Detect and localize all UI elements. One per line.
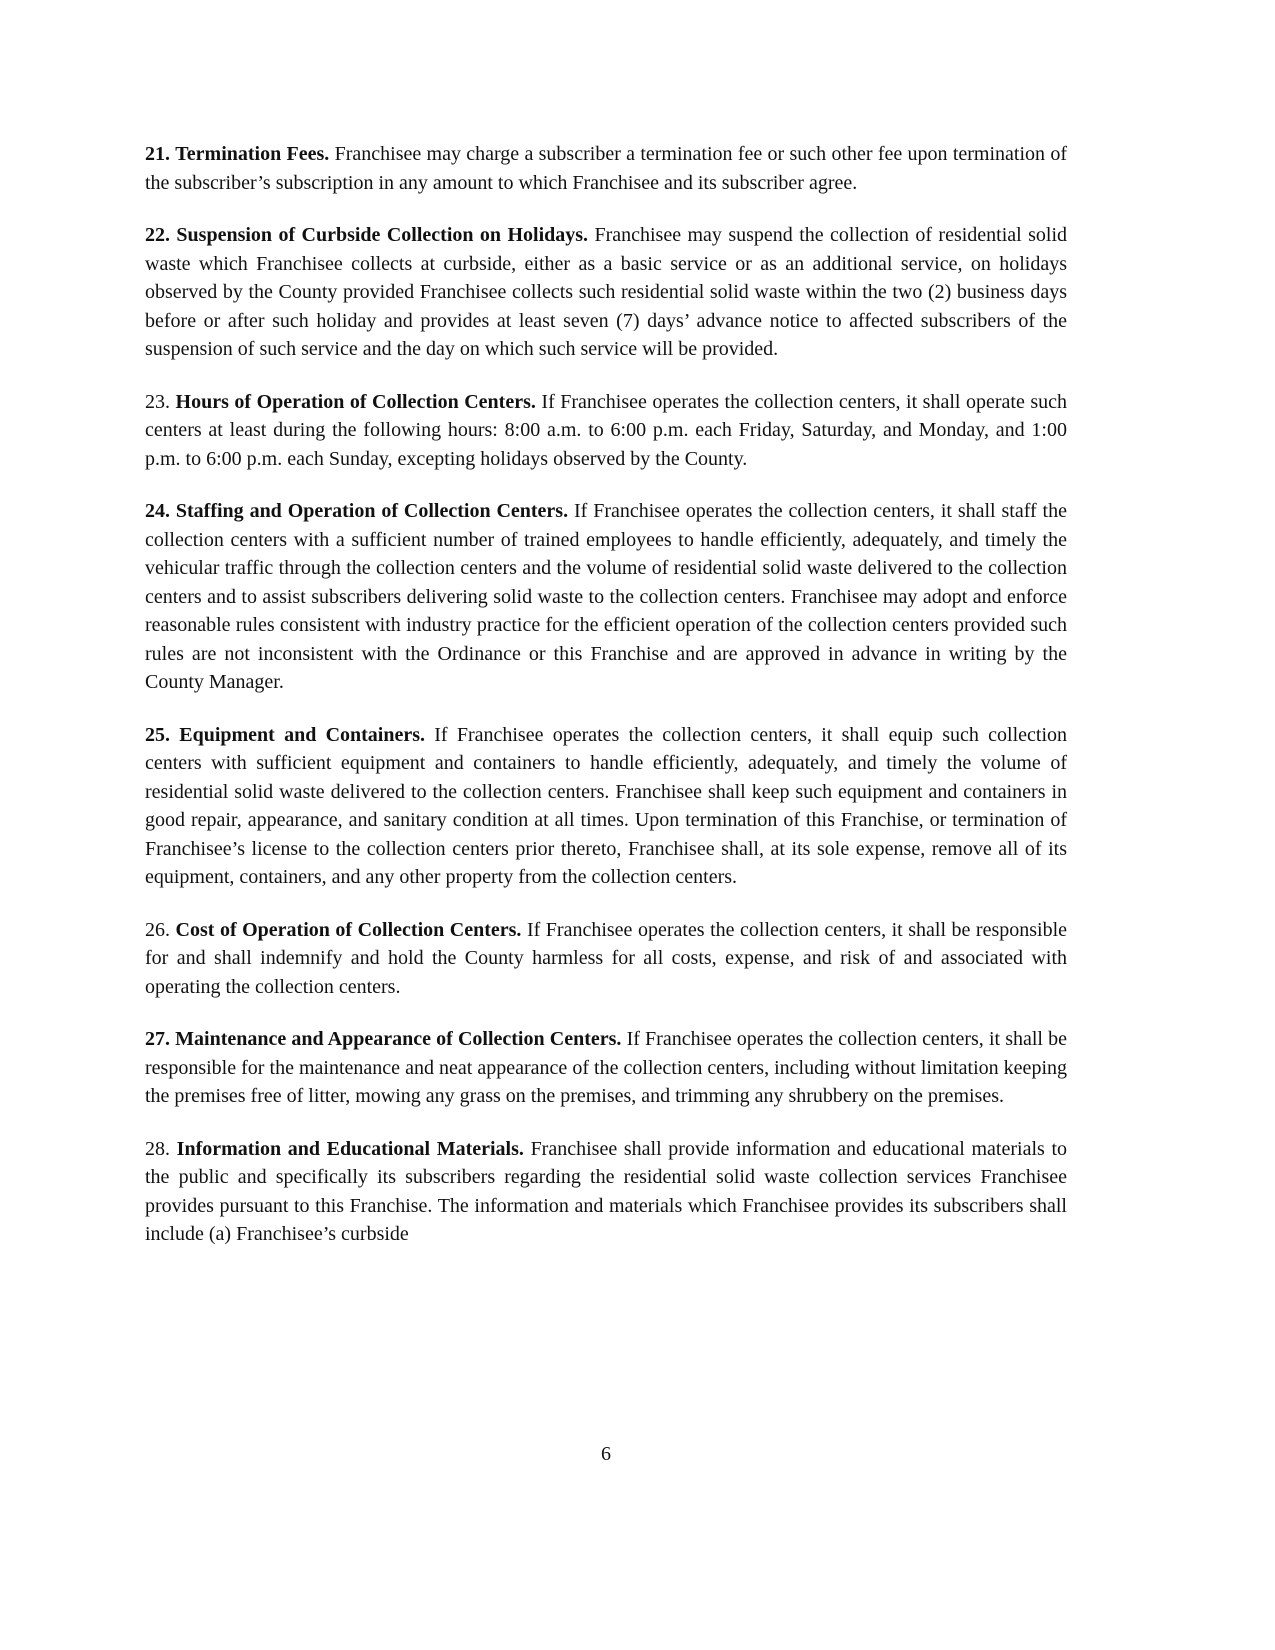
section-number: 24.: [145, 500, 170, 522]
section-body: Franchisee shall provide information and educational materials to the public and specifically its subscribers regarding the residential solid waste collection services Franchisee provides pursuant to this Franchise. The information and materials which Franchisee provides its subscribers shall include (a) Franchisee’s curbside: [145, 1137, 1068, 1245]
section-number: 22.: [145, 224, 170, 246]
section-body: Franchisee may charge a subscriber a termination fee or such other fee upon termination of the subscriber’s subscription in any amount to which Franchisee and its subscriber agree.: [145, 143, 1067, 194]
section-title: Suspension of Curbside Collection on Holidays.: [176, 224, 589, 246]
section-paragraph-25: [145, 721, 1067, 892]
section-title: Hours of Operation of Collection Centers.: [175, 390, 536, 413]
section-number: 21.: [145, 143, 170, 165]
section-paragraph-27: [145, 1025, 1067, 1111]
section-title: Termination Fees.: [175, 143, 330, 165]
section-body: If Franchisee operates the collection centers, it shall operate such centers at least during the following hours: 8:00 a.m. to 6:00 p.m. each Friday, Saturday, and Monday, and 1:00 p.m. to 6:00 p.m. each Sunday, excepting holidays observed by the County.: [145, 390, 1068, 470]
section-paragraph-28: [145, 1135, 1067, 1249]
section-number: 27.: [145, 1028, 170, 1050]
section-title: Maintenance and Appearance of Collection Centers.: [175, 1028, 622, 1050]
section-body: If Franchisee operates the collection centers, it shall equip such collection centers with sufficient equipment and containers to handle efficiently, adequately, and timely the volume of residential solid waste delivered to the collection centers. Franchisee shall keep such equipment and containers in good repair, appearance, and sanitary condition at all times. Upon termination of this Franchise, or termination of Franchisee’s license to the collection centers prior thereto, Franchisee shall, at its sole expense, remove all of its equipment, containers, and any other property from the collection centers.: [145, 723, 1068, 888]
section-paragraph-26: [145, 916, 1067, 1002]
section-paragraph-22: [145, 221, 1067, 364]
section-body: Franchisee may suspend the collection of residential solid waste which Franchisee collects at curbside, either as a basic service or as an additional service, on holidays observed by the County provided Franchisee collects such residential solid waste within the two (2) business days before or after such holiday and provides at least seven (7) days’ advance notice to affected subscribers of the suspension of such service and the day on which such service will be provided.: [145, 224, 1068, 360]
section-body: If Franchisee operates the collection centers, it shall staff the collection centers with a sufficient number of trained employees to handle efficiently, adequately, and timely the vehicular traffic through the collection centers and the volume of residential solid waste delivered to the collection centers and to assist subscribers delivering solid waste to the collection centers. Franchisee may adopt and enforce reasonable rules consistent with industry practice for the efficient operation of the collection centers provided such rules are not inconsistent with the Ordinance or this Franchise and are approved in advance in writing by the County Manager.: [145, 500, 1067, 693]
section-paragraph-23: [145, 388, 1067, 474]
section-paragraph-24: [145, 497, 1067, 697]
section-title: Equipment and Containers.: [179, 723, 426, 746]
section-body: If Franchisee operates the collection centers, it shall be responsible for and shall indemnify and hold the County harmless for all costs, expense, and risk of and associated with operating the collection centers.: [145, 918, 1068, 998]
section-title: Staffing and Operation of Collection Centers.: [175, 500, 569, 522]
section-title: Information and Educational Materials.: [176, 1137, 524, 1160]
section-paragraph-21: [145, 140, 1067, 197]
section-title: Cost of Operation of Collection Centers.: [175, 918, 522, 941]
section-number: 28.: [145, 1137, 170, 1160]
section-body: If Franchisee operates the collection centers, it shall be responsible for the maintenance and neat appearance of the collection centers, including without limitation keeping the premises free of litter, mowing any grass on the premises, and trimming any shrubbery on the premises.: [145, 1028, 1068, 1107]
section-number: 23.: [145, 390, 170, 413]
section-number: 25.: [145, 723, 170, 746]
document-text-block: [145, 140, 1067, 1273]
page-number: 6: [601, 1443, 611, 1465]
section-number: 26.: [145, 918, 170, 941]
